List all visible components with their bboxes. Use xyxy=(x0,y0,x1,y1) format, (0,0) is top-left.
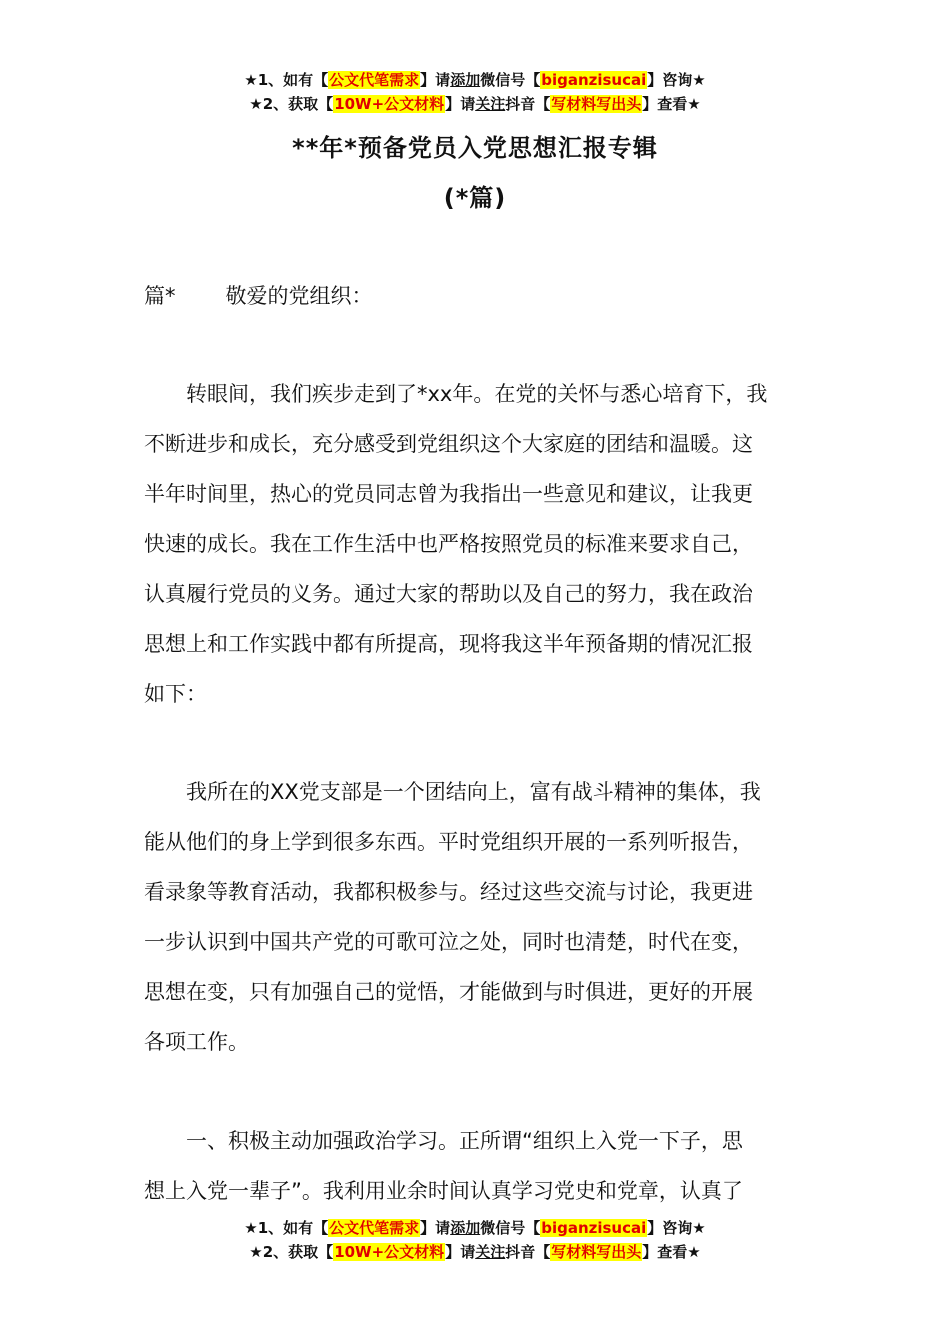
banner-highlight: 写材料写出头 xyxy=(551,95,642,113)
paragraph-line: 能从他们的身上学到很多东西。平时党组织开展的一系列听报告， xyxy=(144,830,753,854)
banner-text: 】查看★ xyxy=(642,95,701,113)
banner-highlight: biganzisucai xyxy=(541,71,647,89)
banner-text: 】查看★ xyxy=(642,1243,701,1261)
banner-text: 抖音【 xyxy=(505,95,551,113)
banner-highlight: 公文代笔需求 xyxy=(329,1219,420,1237)
banner-text: ★1、如有【 xyxy=(244,1219,329,1237)
section-label: 篇* xyxy=(144,284,176,308)
banner-text: 微信号【 xyxy=(480,71,541,89)
banner-text: 】请 xyxy=(445,95,476,113)
banner-highlight: 写材料写出头 xyxy=(551,1243,642,1261)
paragraph-line: 半年时间里，热心的党员同志曾为我指出一些意见和建议，让我更 xyxy=(144,482,753,506)
paragraph-line: 认真履行党员的义务。通过大家的帮助以及自己的努力，我在政治 xyxy=(144,582,753,606)
paragraph-2 xyxy=(144,767,808,1067)
banner-text: 微信号【 xyxy=(480,1219,541,1237)
banner-line-1 xyxy=(0,1216,950,1240)
document-subtitle: (*篇) xyxy=(443,184,507,212)
banner-text: 】请 xyxy=(420,1219,451,1237)
paragraph-line: 思想在变，只有加强自己的觉悟，才能做到与时俱进，更好的开展 xyxy=(144,980,753,1004)
paragraph-line: 一步认识到中国共产党的可歌可泣之处，同时也清楚，时代在变， xyxy=(144,930,753,954)
banner-text: ★2、获取【 xyxy=(249,95,334,113)
banner-highlight: biganzisucai xyxy=(541,1219,647,1237)
paragraph-line: 我所在的XX党支部是一个团结向上，富有战斗精神的集体，我 xyxy=(186,780,761,804)
document-title: **年*预备党员入党思想汇报专辑 xyxy=(292,134,658,162)
salutation xyxy=(144,280,373,310)
banner-highlight: 10W+公文材料 xyxy=(334,95,445,113)
banner-text: 抖音【 xyxy=(505,1243,551,1261)
banner-highlight: 公文代笔需求 xyxy=(329,71,420,89)
paragraph-line: 一、积极主动加强政治学习。正所谓“组织上入党一下子，思 xyxy=(186,1129,743,1153)
paragraph-3 xyxy=(144,1116,808,1216)
top-banner xyxy=(0,68,950,116)
banner-line-2 xyxy=(0,1240,950,1264)
bottom-banner xyxy=(0,1216,950,1264)
banner-highlight: 10W+公文材料 xyxy=(334,1243,445,1261)
paragraph-line: 不断进步和成长，充分感受到党组织这个大家庭的团结和温暖。这 xyxy=(144,432,753,456)
banner-line-2 xyxy=(0,92,950,116)
banner-underline: 添加 xyxy=(450,71,481,89)
paragraph-line: 思想上和工作实践中都有所提高，现将我这半年预备期的情况汇报 xyxy=(144,632,753,656)
banner-text: ★2、获取【 xyxy=(249,1243,334,1261)
paragraph-line: 各项工作。 xyxy=(144,1030,249,1054)
banner-text: 】咨询★ xyxy=(647,1219,706,1237)
banner-text: 】咨询★ xyxy=(647,71,706,89)
paragraph-line: 如下： xyxy=(144,682,207,706)
paragraph-1 xyxy=(144,369,808,719)
banner-underline: 添加 xyxy=(450,1219,481,1237)
banner-text: ★1、如有【 xyxy=(244,71,329,89)
banner-underline: 关注 xyxy=(475,1243,506,1261)
paragraph-line: 快速的成长。我在工作生活中也严格按照党员的标准来要求自己， xyxy=(144,532,753,556)
banner-line-1 xyxy=(0,68,950,92)
paragraph-line: 看录象等教育活动，我都积极参与。经过这些交流与讨论，我更进 xyxy=(144,880,753,904)
banner-text: 】请 xyxy=(445,1243,476,1261)
salutation-text: 敬爱的党组织： xyxy=(225,284,373,308)
paragraph-line: 转眼间，我们疾步走到了*xx年。在党的关怀与悉心培育下，我 xyxy=(186,382,768,406)
banner-text: 】请 xyxy=(420,71,451,89)
paragraph-line: 想上入党一辈子”。我利用业余时间认真学习党史和党章，认真了 xyxy=(144,1179,743,1203)
banner-underline: 关注 xyxy=(475,95,506,113)
